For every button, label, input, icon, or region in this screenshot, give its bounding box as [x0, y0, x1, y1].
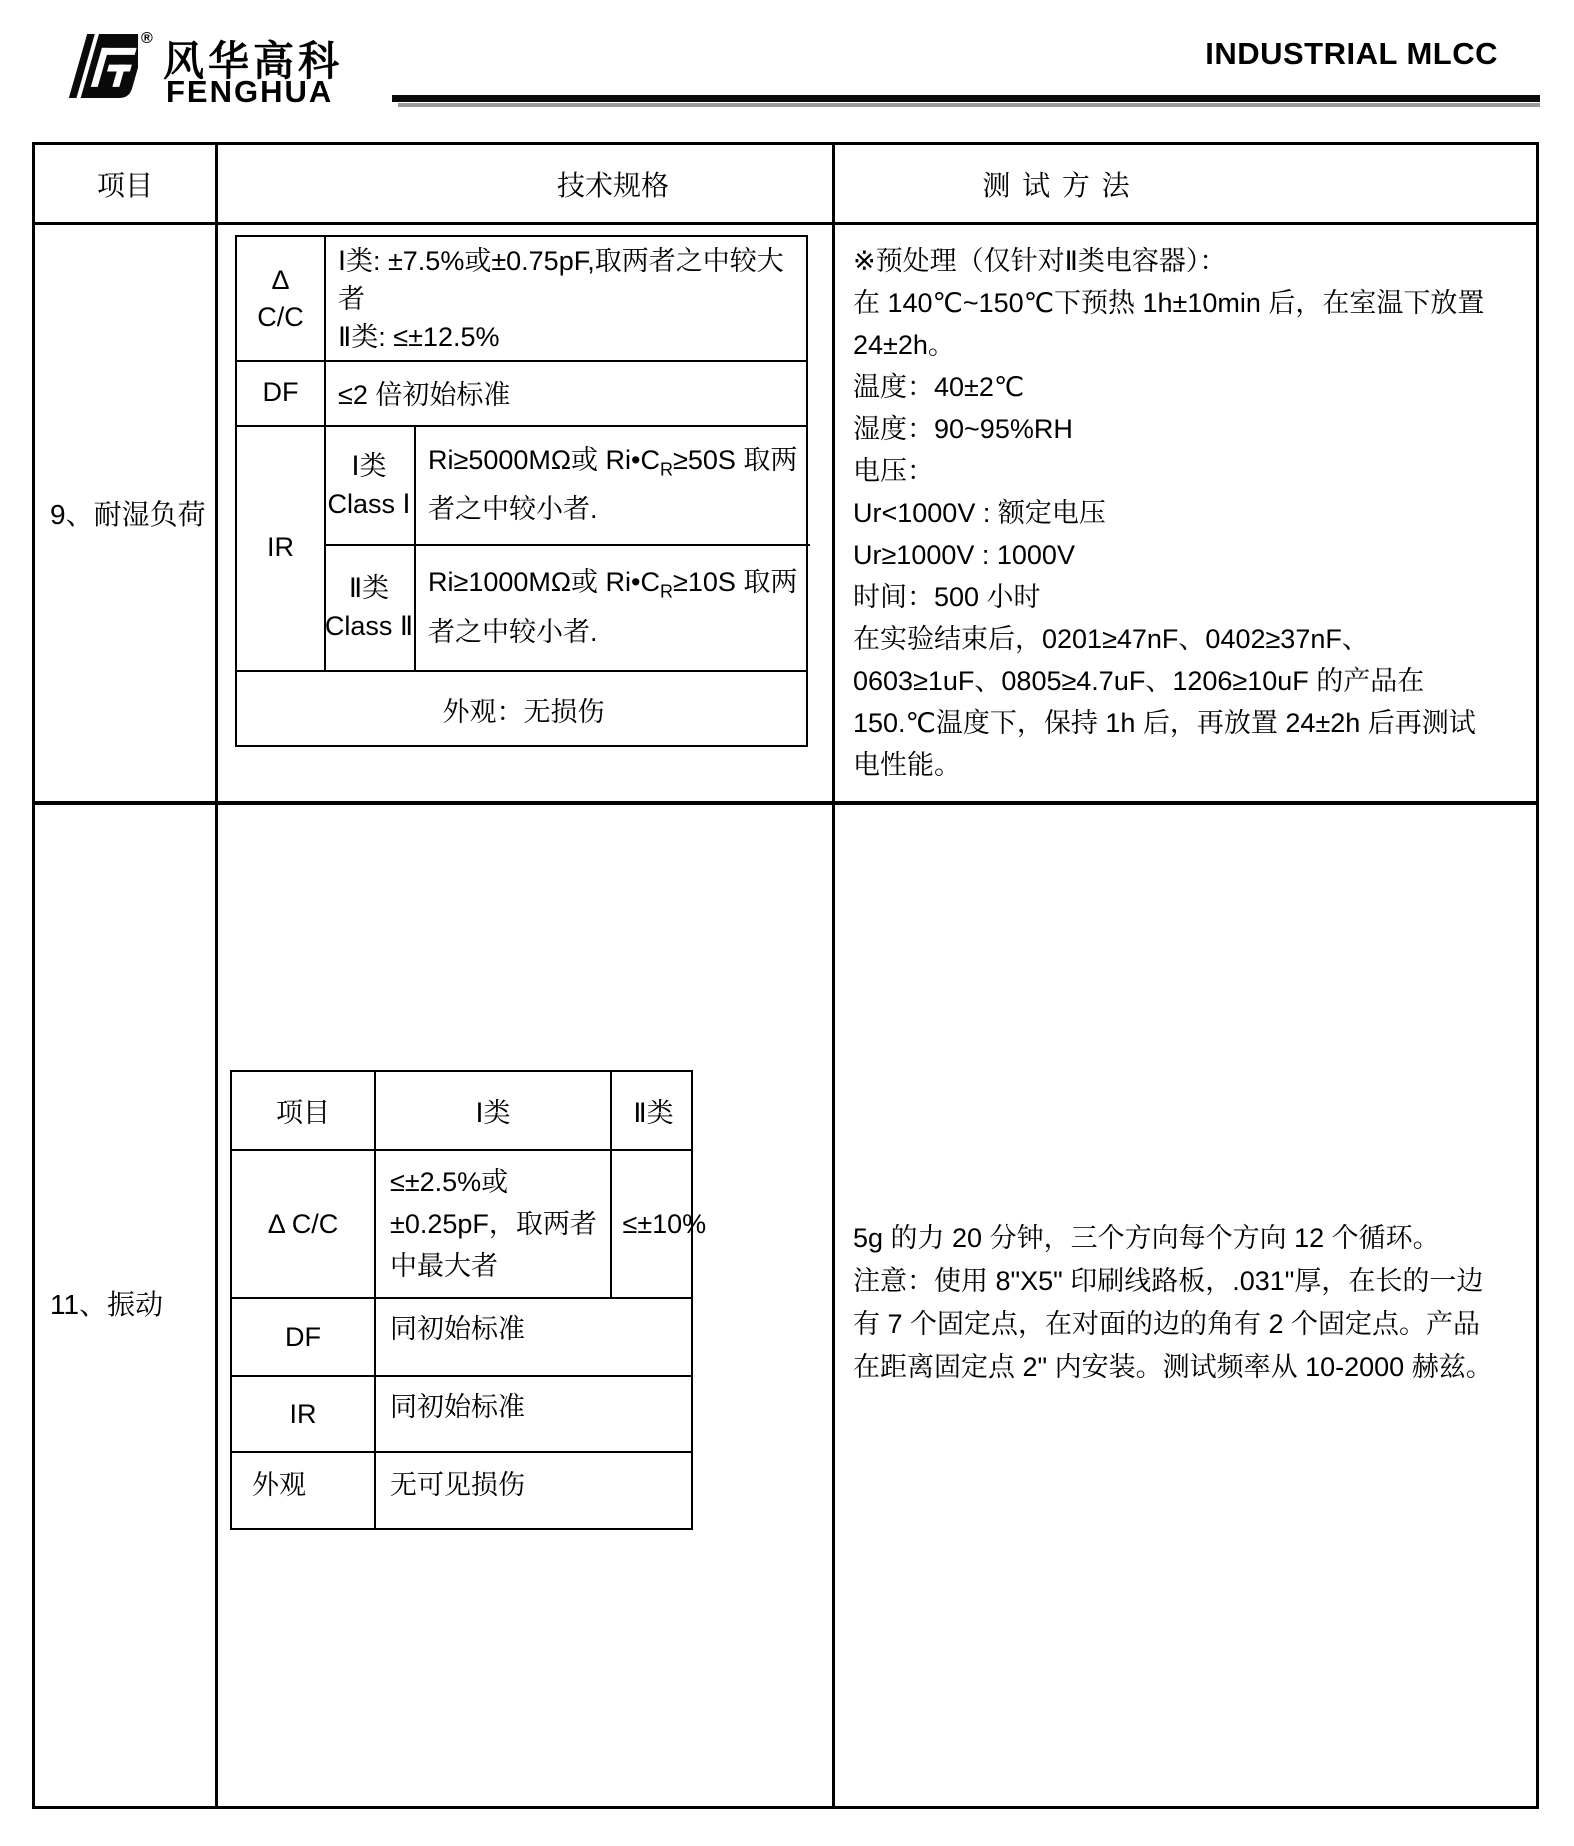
t2-dcc-class1-value: ≤±2.5%或±0.25pF，取两者中最大者: [390, 1167, 597, 1281]
row11-method: [835, 805, 1530, 1800]
dcc-label-top: Δ: [271, 264, 290, 295]
ir-class1-cn: Ⅰ类: [351, 450, 387, 481]
row11-item-label: 11、振动: [50, 1288, 164, 1320]
method-line: 5g 的力 20 分钟，三个方向每个方向 12 个循环。: [853, 1222, 1440, 1253]
t2-header-item: 项目: [276, 1098, 330, 1128]
spec-table: [32, 142, 1539, 1809]
row9-spec-table: [235, 235, 808, 747]
column-divider: [215, 145, 218, 1806]
method-line: 湿度：90~95%RH: [853, 414, 1073, 444]
t2-header-class2: Ⅱ类: [633, 1098, 674, 1128]
ir-class2-en: Class Ⅱ: [324, 611, 414, 641]
t2-appearance-value: 无可见损伤: [390, 1470, 525, 1500]
t2-header-class1: Ⅰ类: [475, 1098, 511, 1128]
dcc-label: [237, 237, 324, 360]
ir-class2-label: [324, 544, 414, 670]
t2-dcc-class2-value: [612, 1151, 707, 1297]
row11-spec-table: [230, 1070, 707, 1530]
t2-ir-value: 同初始标准: [390, 1392, 525, 1422]
appearance-row: 外观：无损伤: [442, 697, 605, 727]
ir-label: IR: [267, 532, 294, 562]
ir-class1-label: [324, 425, 414, 544]
header-cell-spec: 技术规格: [556, 169, 669, 201]
df-value: ≤2 倍初始标准: [338, 380, 511, 410]
header-rule-shadow: [398, 103, 1540, 107]
row9-item-label: 9、耐湿负荷: [50, 499, 206, 530]
method-line: Ur≥1000V : 1000V: [853, 540, 1075, 570]
method-line: 温度：40±2℃: [853, 372, 1025, 402]
divider: [414, 425, 416, 670]
t2-appearance-label: 外观: [252, 1470, 306, 1500]
header-cell-item: 项目: [96, 169, 153, 201]
dcc-class2-value: Ⅱ类: ≤±12.5%: [338, 321, 500, 352]
row9-method: [835, 225, 1530, 801]
header-rule: [392, 95, 1540, 102]
ir-class2-cn: Ⅱ类: [348, 573, 390, 603]
brand-name-cn: 风华高科: [163, 38, 343, 84]
dcc-value: [338, 237, 800, 360]
dcc-class1-value: Ⅰ类: ±7.5%或±0.75pF,取两者之中较大者: [338, 245, 784, 314]
t2-ir-label: IR: [289, 1398, 317, 1429]
method-line: 在实验结束后，0201≥47nF、0402≥37nF、0603≥1uF、0805≥4.7uF、1206≥10uF 的产品在 150.℃温度下，保持 1h 后，再放置 24±2h 后再测试电性能。: [853, 624, 1476, 780]
ir-class1-en: Class Ⅰ: [327, 488, 411, 519]
method-line: Ur<1000V : 额定电压: [853, 498, 1106, 528]
t2-dcc-label: Δ C/C: [267, 1208, 339, 1239]
method-line: 注意：使用 8"X5" 印刷线路板，.031"厚，在长的一边有 7 个固定点，在对面的边的角有 2 个固定点。产品在距离固定点 2" 内安装。测试频率从 10-2000 赫兹。: [853, 1265, 1493, 1382]
method-line: 在 140℃~150℃下预热 1h±10min 后，在室温下放置 24±2h。: [853, 288, 1485, 360]
method-line: 时间：500 小时: [853, 582, 1041, 612]
t2-df-label: DF: [285, 1321, 321, 1352]
dcc-label-bottom: C/C: [257, 301, 304, 332]
t2-dcc-class2-text: ≤±10%: [622, 1209, 707, 1239]
method-line: ※预处理（仅针对Ⅱ类电容器）：: [853, 246, 1227, 276]
method-line: 电压：: [853, 456, 934, 486]
fenghua-logo-icon: [56, 22, 138, 110]
ir-class1-text: Ri≥5000MΩ或 $Ri•C_R\ge 50S$ 取两者之中较小者.: [428, 444, 798, 525]
df-label: DF: [262, 377, 299, 407]
ir-class2-text: Ri≥1000MΩ或 $Ri•C_R\ge 10S$ 取两者之中较小者.: [428, 567, 798, 647]
header-cell-method: 测 试 方 法: [982, 169, 1132, 201]
brand-name-en: FENGHUA: [166, 74, 334, 109]
t2-df-value: 同初始标准: [390, 1314, 525, 1344]
document-title: INDUSTRIAL MLCC: [1205, 36, 1498, 71]
registered-mark: ®: [141, 30, 153, 47]
ir-class1-value: [428, 425, 800, 544]
ir-class2-value: [428, 544, 800, 670]
